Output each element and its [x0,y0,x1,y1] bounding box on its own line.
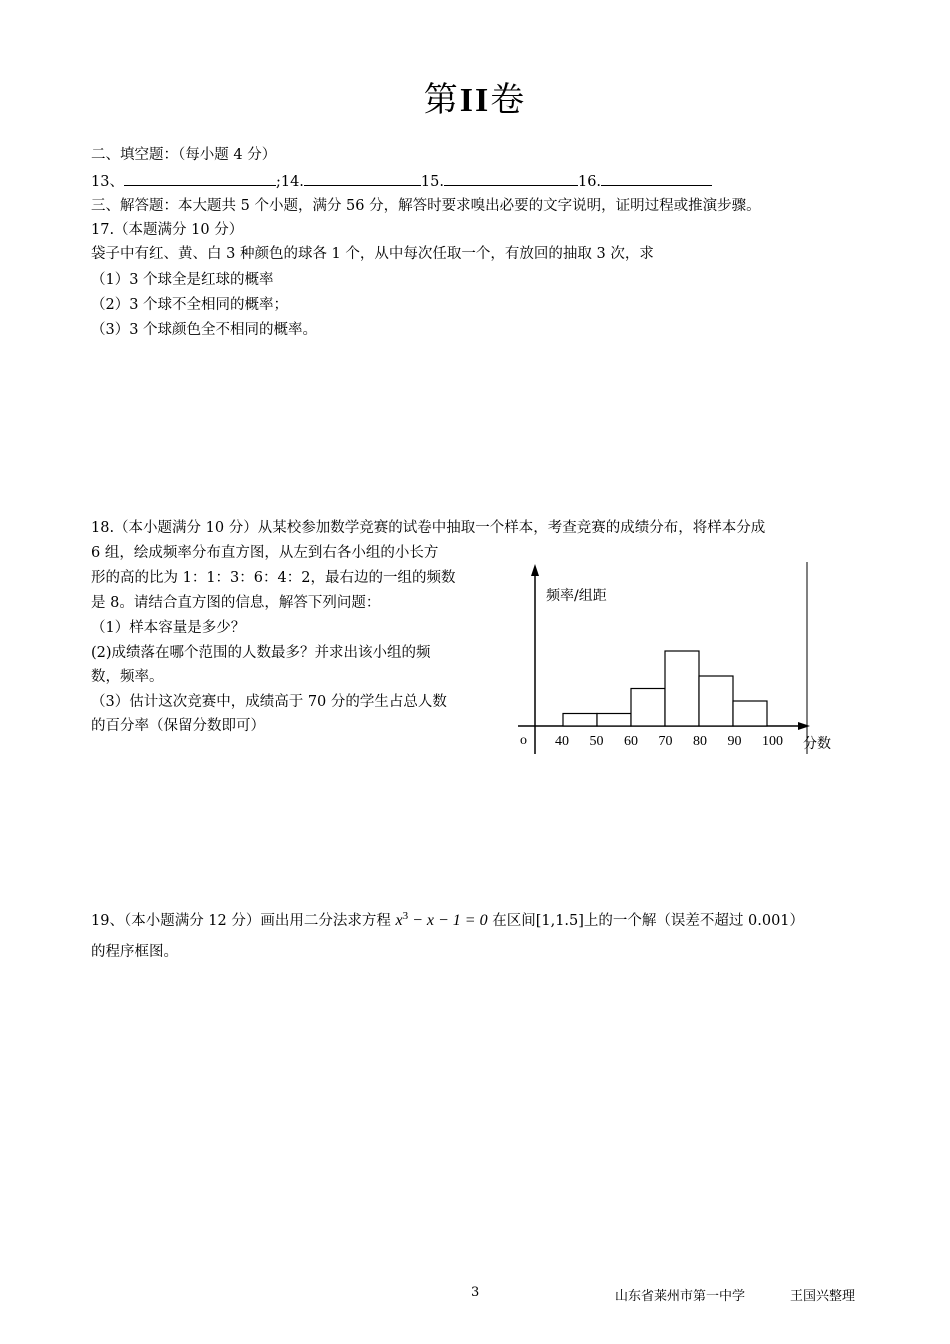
q17-part-1: （1）3 个球全是红球的概率 [91,272,274,288]
solve-section-heading: 三、解答题：本大题共 5 个小题，满分 56 分，解答时要求嗅出必要的文字说明，证明过程或推演步骤。 [91,198,761,214]
page-title [0,72,950,121]
q18-part-1: （1）样本容量是多少？ [91,620,246,636]
title-suffix: 卷 [490,80,527,120]
blank-label-15: 15. [420,174,444,190]
x-tick-label-60: 60 [624,734,638,749]
q18-part-3-cont: 的百分率（保留分数即可） [91,718,265,734]
x-tick-label-40: 40 [555,734,569,749]
x-axis-label: 分数 [803,736,831,752]
x-tick-label-50: 50 [589,734,604,749]
q18-part-2-cont: 数，频率。 [91,669,164,685]
q18-part-3: （3）估计这次竞赛中，成绩高于 70 分的学生占总人数 [91,694,447,710]
footer-author: 王国兴整理 [790,1289,856,1304]
blank-label-13: 13、 [91,174,124,190]
page-number: 3 [471,1285,480,1300]
y-axis-label: 频率/组距 [546,588,607,604]
q19-line-1 [91,906,804,931]
title-prefix: 第 [423,80,460,120]
blank-label-16: 16. [577,174,602,190]
blank-label-14: ;14. [275,174,304,190]
q18-line-1: 18.（本小题满分 10 分）从某校参加数学竞赛的试卷中抽取一个样本，考查竞赛的成绩分布，将样本分成 [91,520,766,536]
q18-line-4: 是 8。请结合直方图的信息，解答下列问题： [91,595,381,611]
q19-lead: 19、（本小题满分 12 分）画出用二分法求方程 [91,913,391,929]
equation-exponent: 3 [402,910,409,922]
q18-line-2: 6 组，绘成频率分布直方图，从左到右各小组的小长方 [91,545,439,561]
answer-blank-16[interactable] [601,171,712,186]
histogram-bar-70-80 [665,651,699,726]
fill-blank-heading: 二、填空题：（每小题 4 分） [91,147,277,163]
histogram-bar-40-50 [563,714,597,727]
q17-part-2: （2）3 个球不全相同的概率； [91,297,289,313]
equation-rest: − x − 1 = 0 [408,912,488,929]
histogram-bar-90-100 [733,701,767,726]
q19-tail: 在区间[1,1.5]上的一个解（误差不超过 0.001） [492,913,805,929]
equation [395,912,487,929]
x-tick-label-90: 90 [727,734,742,749]
title-roman: II [459,82,491,119]
x-tick-label-80: 80 [693,734,707,749]
q19-line-2: 的程序框图。 [91,944,178,960]
q17-part-3: （3）3 个球颜色全不相同的概率。 [91,322,318,338]
q17-header: 17.（本题满分 10 分） [91,222,244,238]
x-axis-arrow [798,722,810,730]
answer-blank-15[interactable] [444,171,578,186]
frequency-histogram [510,556,850,756]
origin-label: o [520,733,527,748]
footer-school: 山东省莱州市第一中学 [615,1289,746,1304]
fill-blank-answer-line [91,171,712,192]
equation-variable: x [395,912,403,929]
answer-blank-13[interactable] [124,171,276,186]
q17-stem: 袋子中有红、黄、白 3 种颜色的球各 1 个，从中每次任取一个，有放回的抽取 3 次，求 [91,246,654,262]
q18-line-3: 形的高的比为 1：1：3：6：4：2，最右边的一组的频数 [91,570,456,586]
x-tick-label-100: 100 [762,734,783,749]
histogram-bar-60-70 [631,689,665,727]
histogram-bar-80-90 [699,676,733,726]
answer-blank-14[interactable] [304,171,421,186]
y-axis-arrow [531,564,539,576]
x-tick-label-70: 70 [658,734,673,749]
q18-part-2: (2)成绩落在哪个范围的人数最多？并求出该小组的频 [91,645,431,661]
histogram-bar-50-60 [597,714,631,727]
